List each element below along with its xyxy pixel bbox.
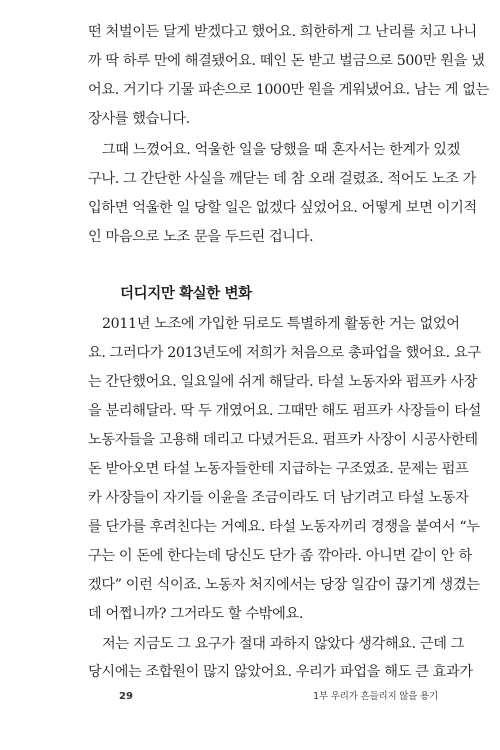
running-footer-chapter: 1부 우리가 흔들리지 않을 용기 <box>313 691 438 702</box>
page-number: 29 <box>119 691 133 702</box>
text-line: 노동자들을 고용해 데리고 다녔거든요. 펌프카 사장이 시공사한테 <box>88 432 478 448</box>
text-line: 저는 지금도 그 요구가 절대 과하지 않았다 생각해요. 근데 그 <box>102 636 465 652</box>
text-line: 카 사장들이 자기들 이윤을 조금이라도 더 남기려고 타설 노동자 <box>88 490 469 506</box>
text-line: 어요. 거기다 기물 파손으로 1000만 원을 게워냈어요. 남는 게 없는 <box>88 82 489 98</box>
section-heading: 더디지만 확실한 변화 <box>120 286 252 302</box>
text-line: 그때 느꼈어요. 억울한 일을 당했을 때 혼자서는 한계가 있겠 <box>102 142 460 158</box>
text-line: 장사를 했습니다. <box>88 111 190 127</box>
text-line: 는 간단했어요. 일요일에 쉬게 해달라. 타설 노동자와 펌프카 사장 <box>88 374 477 390</box>
text-line: 입하면 억울한 일 당할 일은 없겠다 싶었어요. 어떻게 보면 이기적 <box>88 200 477 216</box>
text-line: 까 딱 하루 만에 해결됐어요. 떼인 돈 받고 벌금으로 500만 원을 냈 <box>88 53 485 69</box>
text-line: 인 마음으로 노조 문을 두드린 겁니다. <box>88 229 314 245</box>
text-line: 을 분리해달라. 딱 두 개였어요. 그때만 해도 펌프카 사장들이 타설 <box>88 403 481 419</box>
text-line: 당시에는 조합원이 많지 않았어요. 우리가 파업을 해도 큰 효과가 <box>88 664 473 680</box>
text-line: 를 단가를 후려친다는 거예요. 타설 노동자끼리 경쟁을 붙여서 “누 <box>88 519 480 535</box>
text-line: 구는 이 돈에 한다는데 당신도 단가 좀 깎아라. 아니면 같이 안 하 <box>88 548 472 564</box>
text-line: 데 어쩝니까? 그거라도 할 수밖에요. <box>88 606 304 622</box>
text-line: 2011년 노조에 가입한 뒤로도 특별하게 활동한 거는 없었어 <box>102 316 460 332</box>
text-line: 구나. 그 간단한 사실을 깨닫는 데 참 오래 걸렸죠. 적어도 노조 가 <box>88 171 476 187</box>
text-line: 돈 받아오면 타설 노동자들한테 지급하는 구조였죠. 문제는 펌프 <box>88 461 469 477</box>
text-line: 겠다” 이런 식이죠. 노동자 처지에서는 당장 일감이 끊기게 생겼는 <box>88 577 480 593</box>
text-line: 요. 그러다가 2013년도에 저희가 처음으로 총파업을 했어요. 요구 <box>88 345 481 361</box>
text-line: 떤 처벌이든 달게 받겠다고 했어요. 희한하게 그 난리를 치고 나니 <box>88 24 477 40</box>
